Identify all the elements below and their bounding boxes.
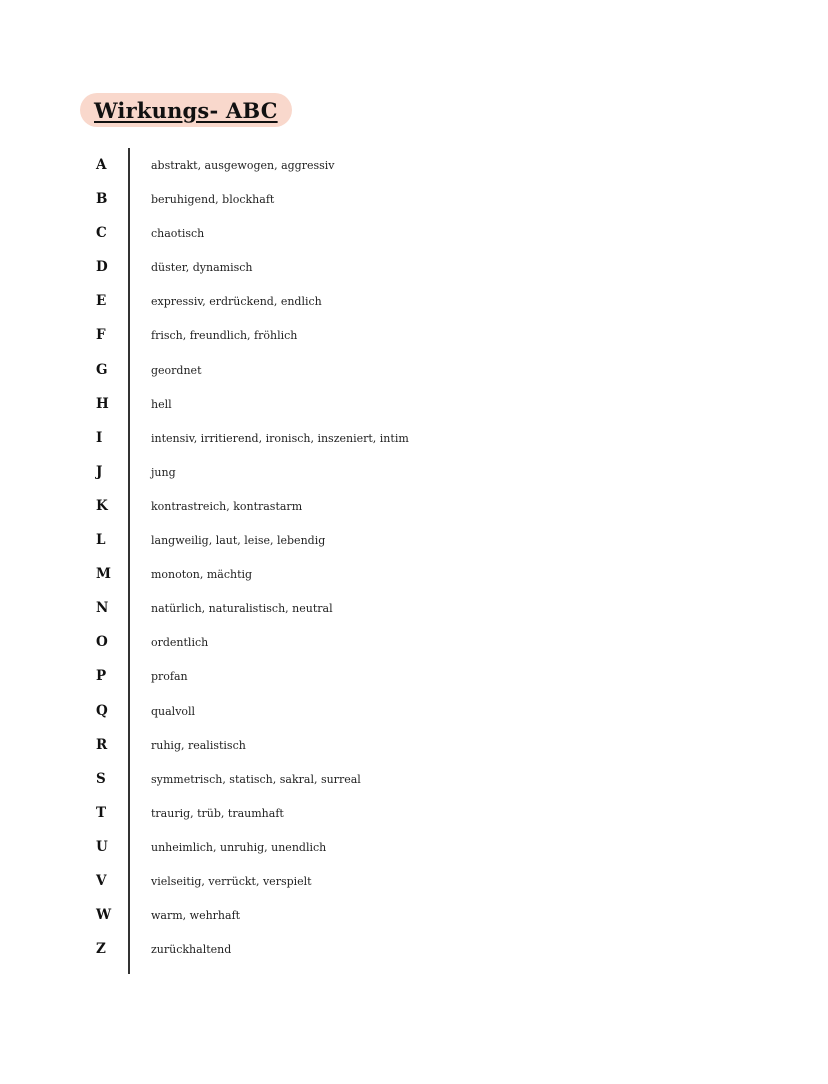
entry-words: kontrastreich, kontrastarm — [151, 499, 303, 513]
entry-letter: L — [96, 532, 106, 549]
entry-words: qualvoll — [151, 704, 196, 718]
entry-words: abstrakt, ausgewogen, aggressiv — [151, 159, 335, 172]
entry-words: chaotisch — [151, 227, 205, 241]
entry-words: natürlich, naturalistisch, neutral — [151, 602, 333, 616]
list-item — [0, 422, 828, 456]
list-item — [0, 490, 828, 524]
entry-letter: J — [96, 463, 103, 480]
entry-words: düster, dynamisch — [151, 261, 253, 275]
entry-words: expressiv, erdrückend, endlich — [151, 295, 322, 309]
list-item — [0, 524, 828, 558]
entry-letter: K — [96, 497, 108, 514]
entry-words: jung — [151, 465, 176, 479]
entry-words: profan — [151, 670, 188, 684]
entry-letter: R — [96, 736, 108, 753]
entry-letter: M — [96, 566, 111, 583]
list-item — [0, 763, 828, 797]
list-item — [0, 695, 828, 729]
entry-words: monoton, mächtig — [151, 568, 253, 582]
entry-letter: B — [96, 191, 108, 208]
entry-words: warm, wehrhaft — [151, 909, 241, 923]
list-item — [0, 899, 828, 933]
entry-letter: S — [96, 770, 106, 787]
list-item — [0, 149, 828, 183]
entry-letter: E — [96, 293, 107, 310]
entry-letter: Q — [96, 702, 108, 719]
entry-letter: T — [96, 804, 107, 821]
list-item — [0, 183, 828, 217]
list-item — [0, 456, 828, 490]
list-item — [0, 797, 828, 831]
entry-words: ordentlich — [151, 636, 209, 650]
entry-letter: O — [96, 634, 108, 651]
entry-letter: H — [96, 395, 109, 412]
entry-letter: W — [96, 907, 112, 924]
entry-letter: D — [96, 259, 108, 276]
list-item — [0, 660, 828, 694]
list-item — [0, 354, 828, 388]
entry-words: unheimlich, unruhig, unendlich — [151, 840, 327, 854]
title-highlight — [80, 93, 292, 127]
entry-words: symmetrisch, statisch, sakral, surreal — [151, 772, 361, 786]
entry-letter: U — [96, 838, 108, 855]
entry-letter: C — [96, 225, 107, 242]
entry-letter: V — [96, 872, 107, 889]
entry-words: geordnet — [151, 363, 202, 377]
entry-letter: N — [96, 600, 109, 617]
entry-letter: I — [96, 429, 103, 446]
entry-words: ruhig, realistisch — [151, 738, 246, 752]
list-item — [0, 729, 828, 763]
list-item — [0, 251, 828, 285]
entry-letter: G — [96, 361, 108, 378]
list-item — [0, 933, 828, 967]
list-item — [0, 592, 828, 626]
entry-letter: F — [96, 327, 106, 344]
entry-words: beruhigend, blockhaft — [151, 193, 275, 207]
list-item — [0, 388, 828, 422]
entry-words: vielseitig, verrückt, verspielt — [151, 874, 312, 888]
entry-letter: P — [96, 668, 107, 685]
list-item — [0, 558, 828, 592]
list-item — [0, 626, 828, 660]
entry-words: zurückhaltend — [151, 943, 232, 957]
entry-words: langweilig, laut, leise, lebendig — [151, 534, 326, 548]
entry-words: intensiv, irritierend, ironisch, inszeniert, intim — [151, 431, 409, 445]
list-item — [0, 865, 828, 899]
list-item — [0, 285, 828, 319]
list-item — [0, 831, 828, 865]
list-item — [0, 217, 828, 251]
abc-list — [0, 149, 828, 967]
entry-words: traurig, trüb, traumhaft — [151, 806, 284, 820]
entry-words: hell — [151, 397, 172, 411]
entry-words: frisch, freundlich, fröhlich — [151, 329, 298, 343]
entry-letter: A — [96, 157, 107, 173]
entry-letter: Z — [96, 941, 106, 958]
list-item — [0, 319, 828, 353]
page-title: Wirkungs- ABC — [94, 97, 278, 123]
